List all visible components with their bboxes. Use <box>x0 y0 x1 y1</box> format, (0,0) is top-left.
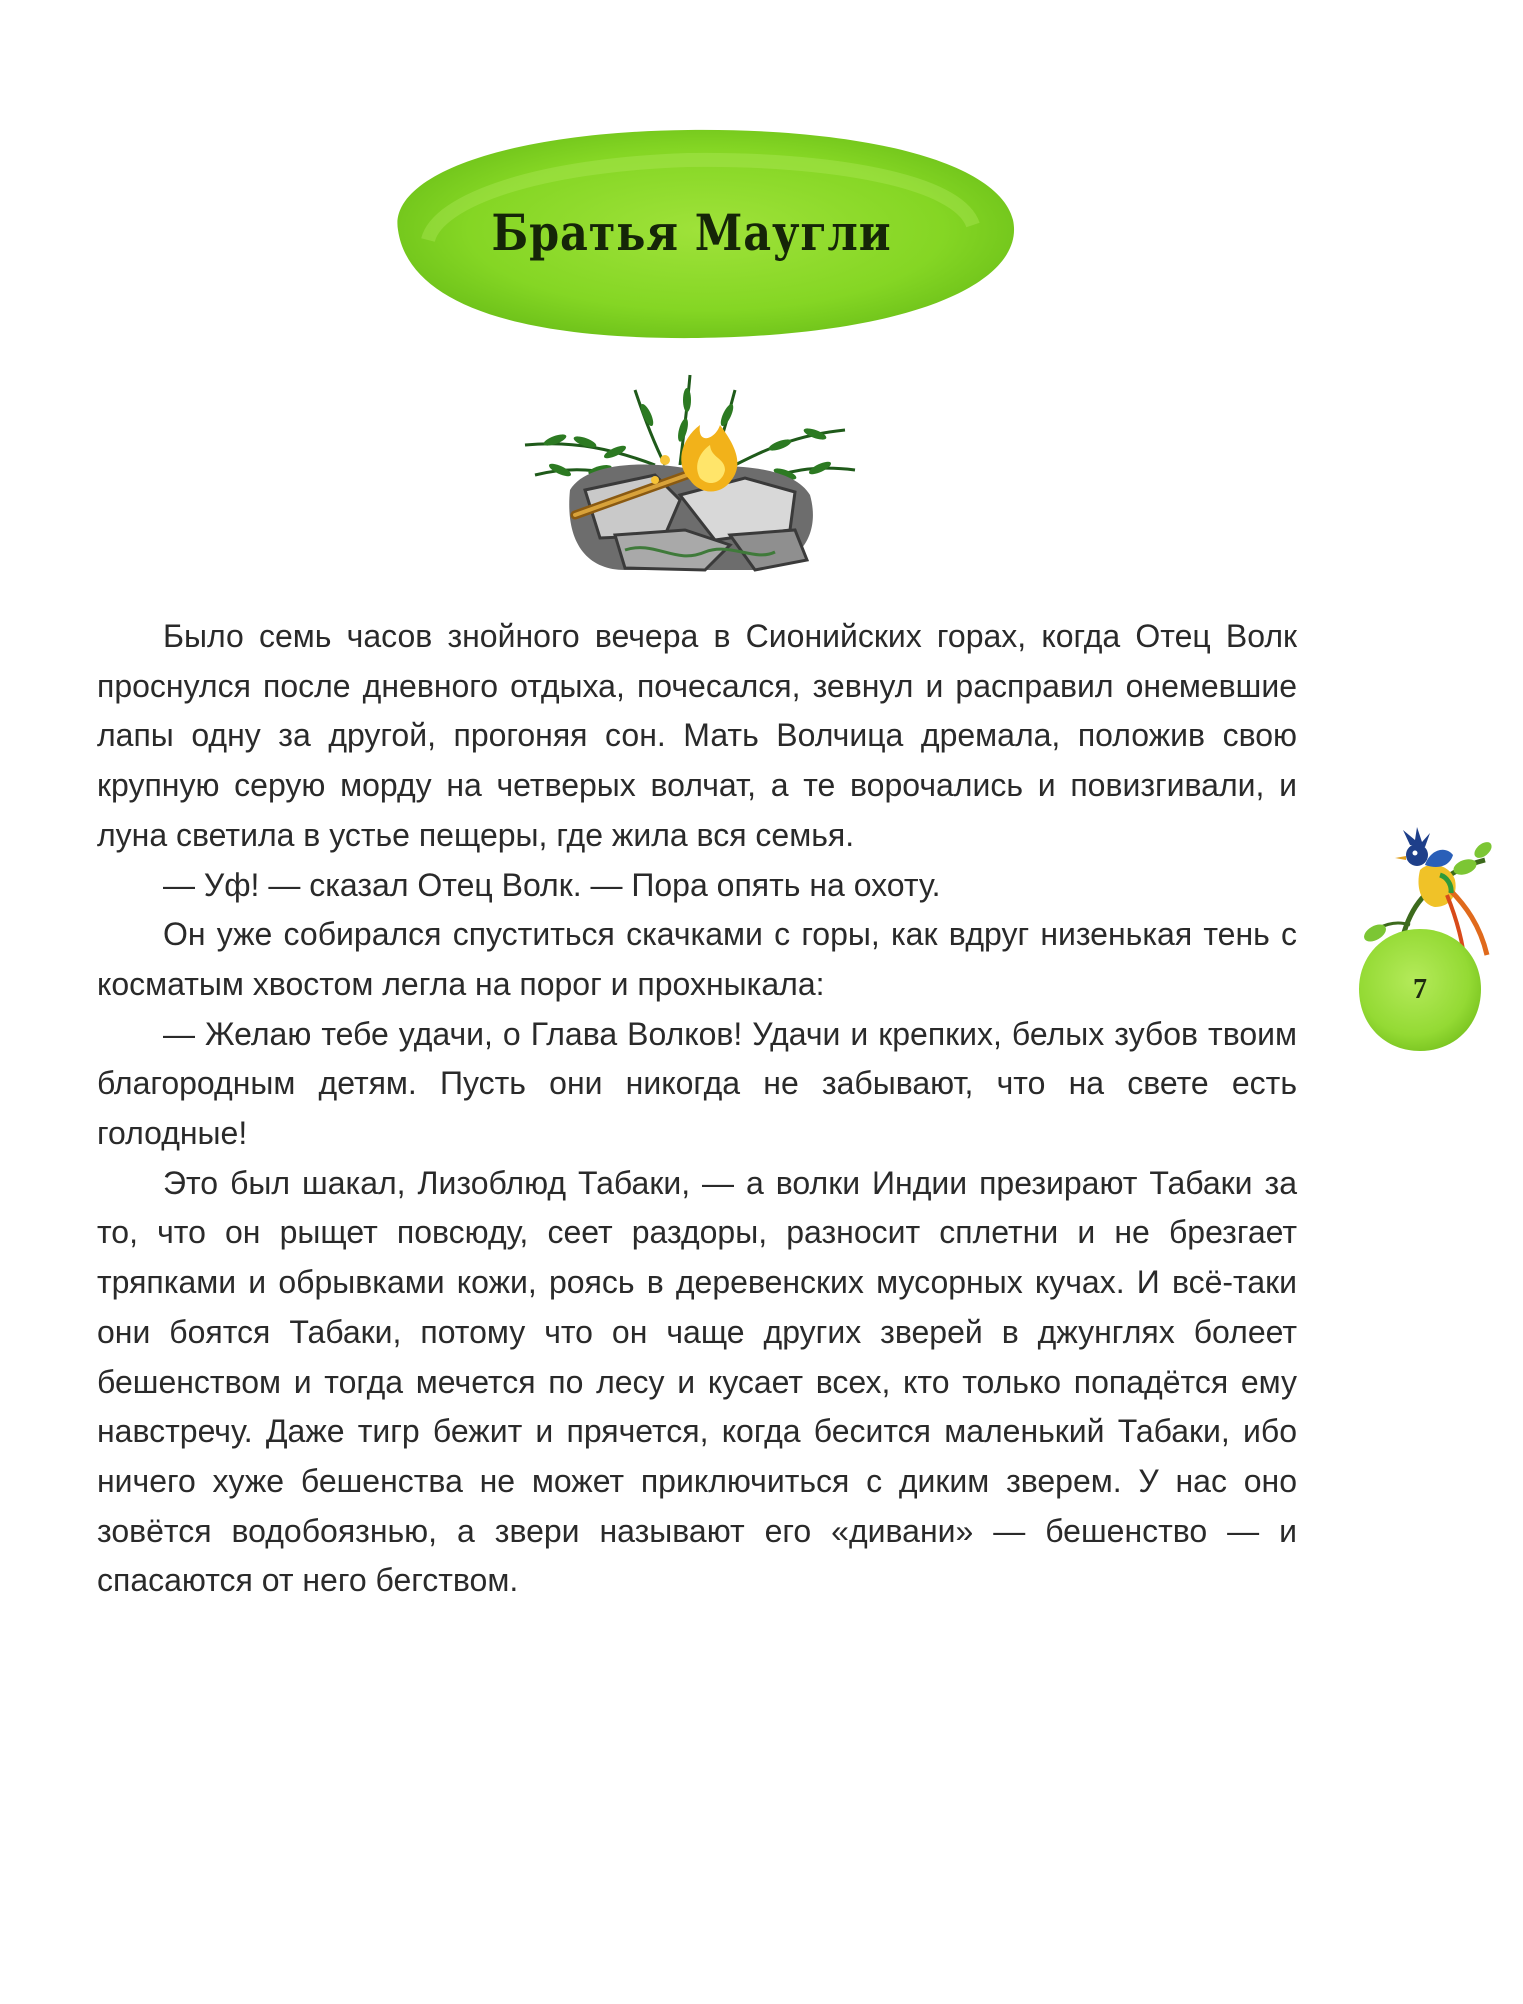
paragraph: — Желаю тебе удачи, о Глава Волков! Удачи и крепких, белых зубов твоим благородным детям. Пусть они никогда не забывают, что на свете есть голодные! <box>97 1015 1297 1152</box>
chapter-title-banner <box>358 120 1025 345</box>
page-number-badge <box>1355 925 1485 1055</box>
paragraph: Было семь часов знойного вечера в Сионийских горах, когда Отец Волк проснулся после дневного отдыха, почесался, зевнул и расправил онемевшие лапы одну за другой, прогоняя сон. Мать Волчица дремала, положив свою крупную серую морду на четверых волчат, а те ворочались и повизгивали, и луна светила в устье пещеры, где жила вся семья. <box>97 618 1297 853</box>
page-number: 7 <box>1413 974 1427 1005</box>
body-text <box>97 612 1297 1606</box>
campfire-rocks-illustration <box>515 370 865 580</box>
paragraph: — Уф! — сказал Отец Волк. — Пора опять на охоту. <box>163 866 941 903</box>
chapter-title: Братья Маугли <box>491 203 892 262</box>
paragraph: Это был шакал, Лизоблюд Табаки, — а волки Индии презирают Табаки за то, что он рыщет повсюду, сеет раздоры, разносит сплетни и не брезгает тряпками и обрывками кожи, роясь в деревенских мусорных кучах. И всё-таки они боятся Табаки, потому что он чаще других зверей в джунглях болеет бешенством и тогда мечется по лесу и кусает всех, кто только попадётся ему навстречу. Даже тигр бежит и прячется, когда бесится маленький Табаки, ибо ничего хуже бешенства не может приключиться с диким зверем. У нас оно зовётся водобоязнью, а звери называют его «дивани» — бешенство — и спасаются от него бегством. <box>97 1164 1297 1599</box>
paragraph: Он уже собирался спуститься скачками с горы, как вдруг низенькая тень с косматым хвостом легла на порог и прохныкала: <box>97 916 1297 1002</box>
